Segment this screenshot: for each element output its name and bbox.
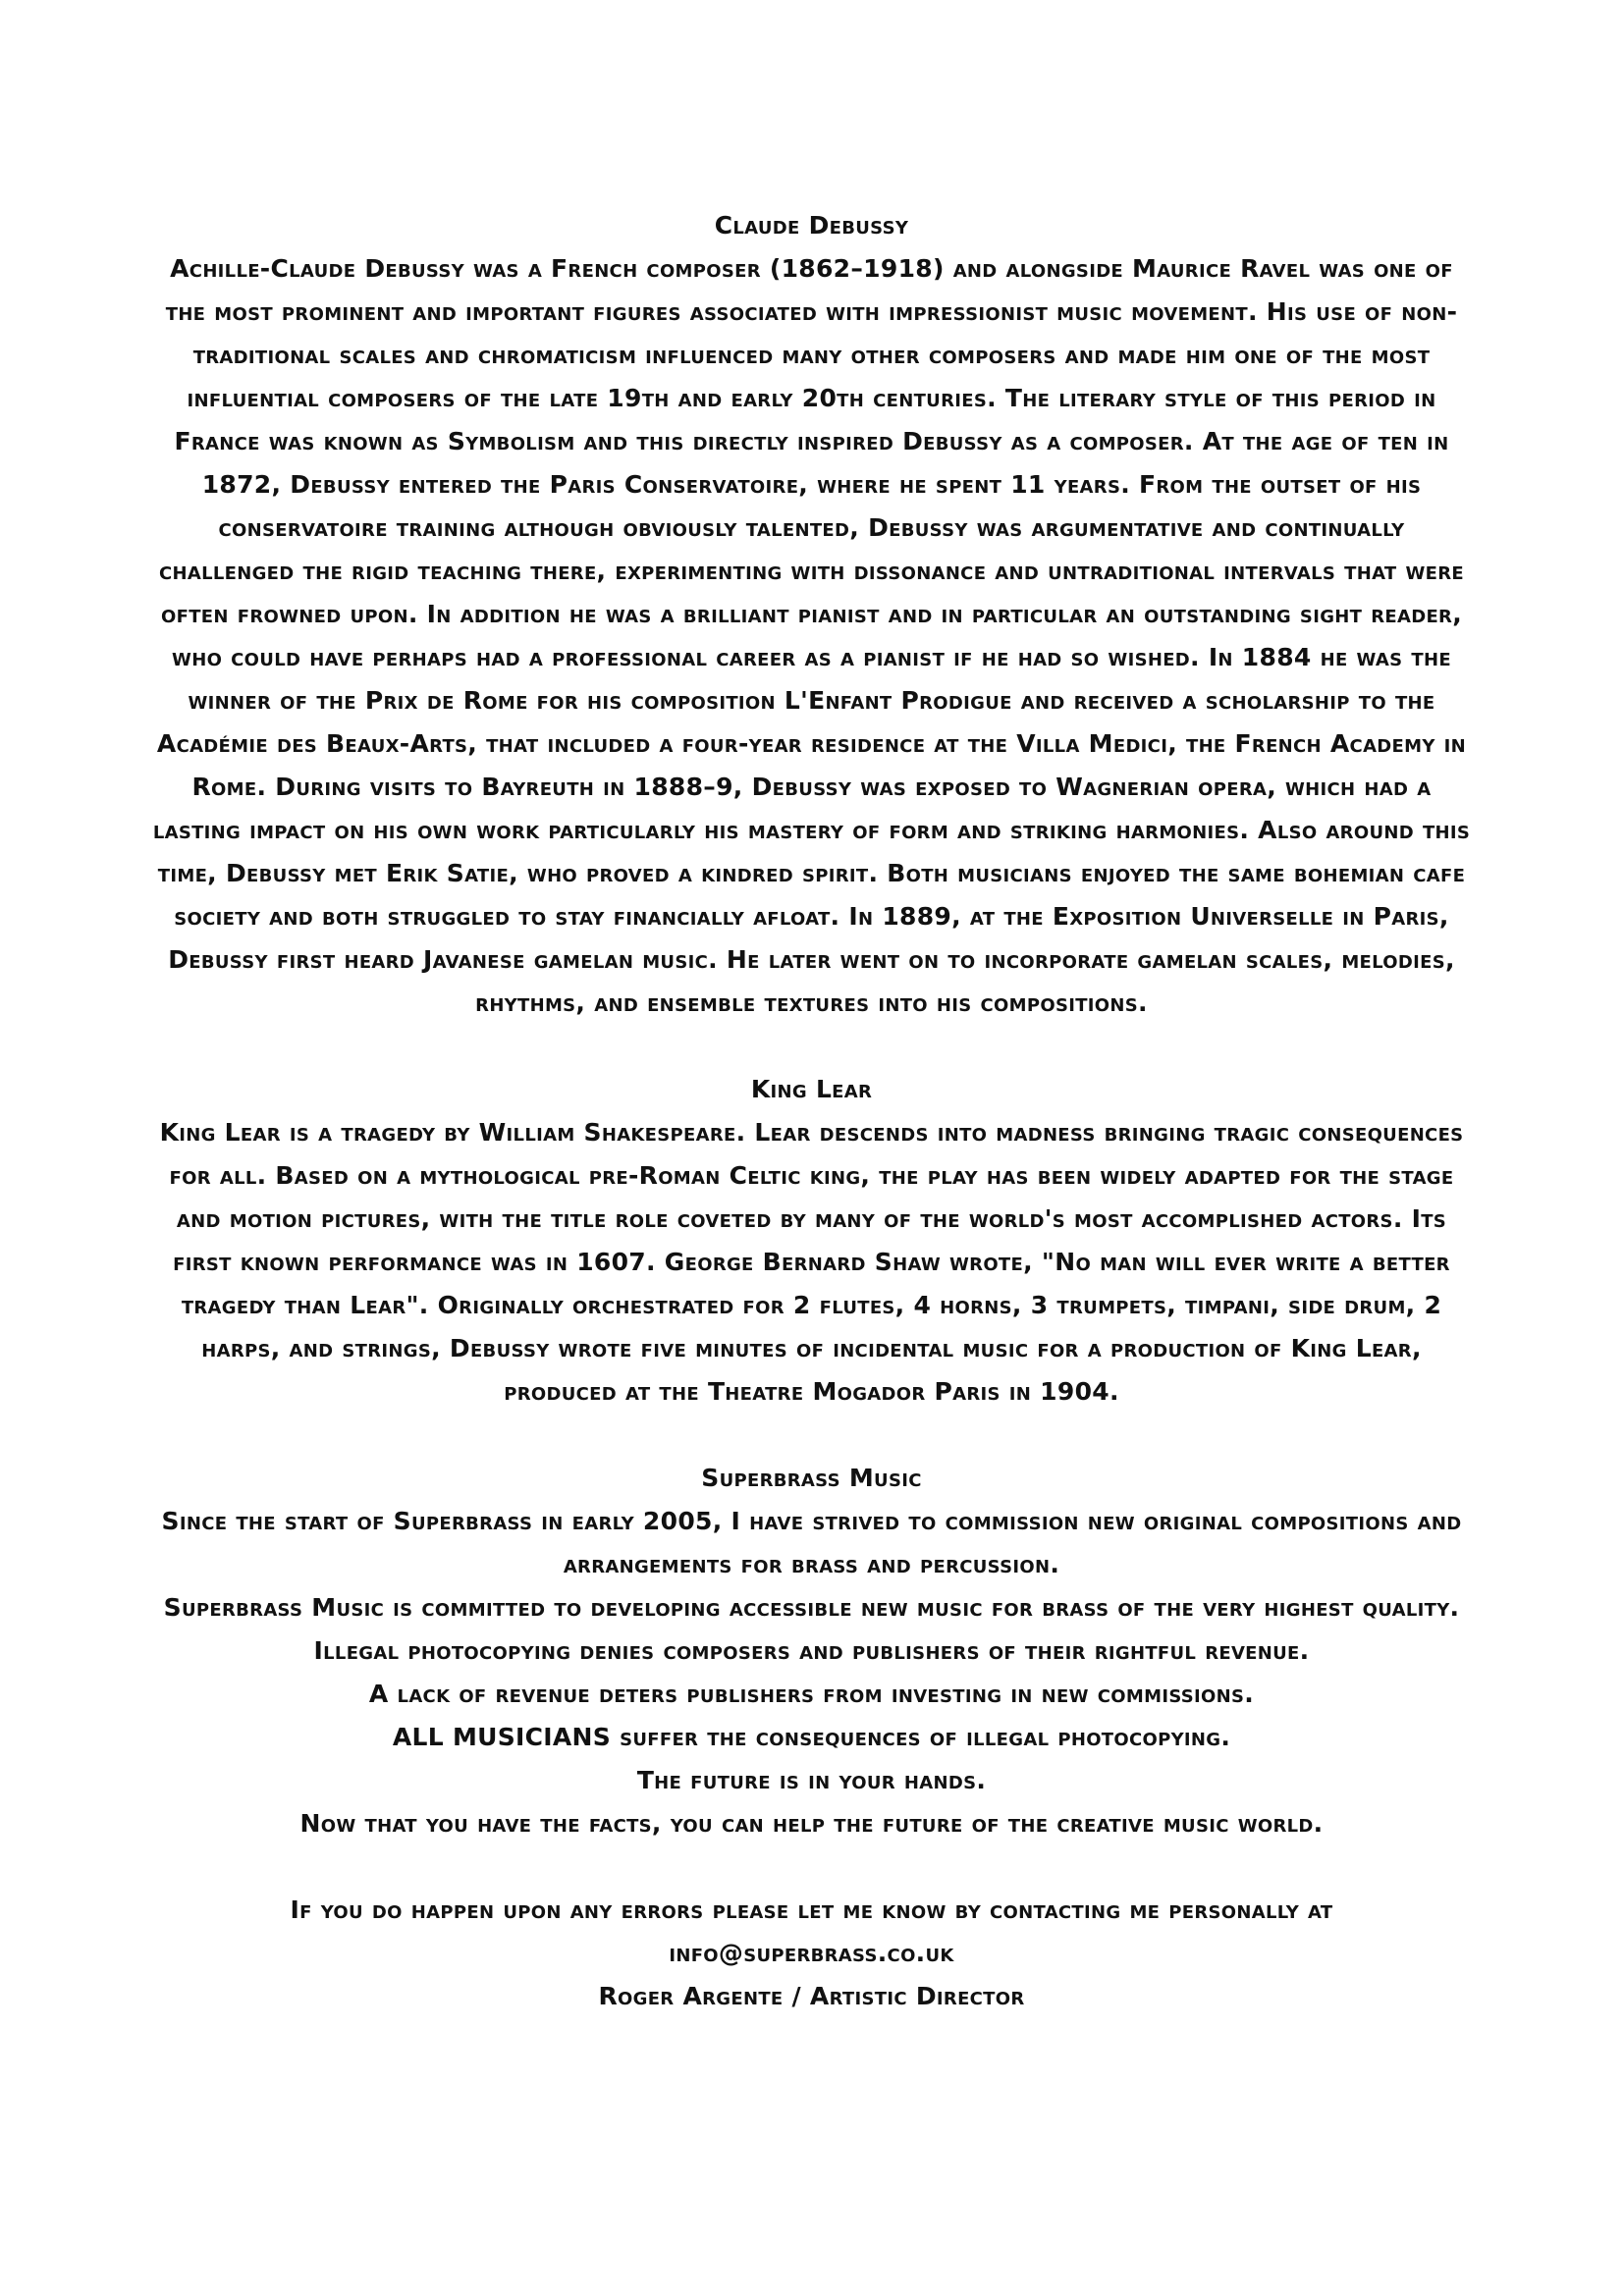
superbrass-line-future: The future is in your hands. [636, 1766, 987, 1794]
superbrass-line-facts: Now that you have the facts, you can help the future of the creative music world. [299, 1809, 1324, 1838]
all-musicians-rest: suffer the consequences of illegal photocopying. [611, 1723, 1231, 1751]
superbrass-line-illegal-photocopying: Illegal photocopying denies composers and publishers of their rightful revenue. [313, 1636, 1310, 1665]
section-title-superbrass-music: Superbrass Music [701, 1464, 922, 1492]
section-king-lear [147, 1068, 1476, 1414]
superbrass-line-commission: Since the start of Superbrass in early 2005, I have strived to commission new original compositions and arrangements for brass and percussion. [161, 1507, 1462, 1578]
section-superbrass-music [147, 1457, 1476, 1845]
superbrass-line-committed: Superbrass Music is committed to developing accessible new music for brass of the very highest quality. [163, 1593, 1460, 1622]
all-musicians-emphasis: ALL MUSICIANS [392, 1723, 612, 1751]
document-page [147, 204, 1476, 2018]
superbrass-line-lack-of-revenue: A lack of revenue deters publishers from investing in new commissions. [368, 1680, 1255, 1708]
section-title-king-lear: King Lear [750, 1075, 873, 1103]
paragraph-claude-debussy: Achille-Claude Debussy was a French composer (1862–1918) and alongside Maurice Ravel was one of the most prominent and important figures associated with impressionist music movement. His use of non-traditional scales and chromaticism influenced many other composers and made him one of the most influential composers of the late 19th and early 20th centuries. The literary style of this period in France was known as Symbolism and this directly inspired Debussy as a composer. At the age of ten in 1872, Debussy entered the Paris Conservatoire, where he spent 11 years. From the outset of his conservatoire training although obviously talented, Debussy was argumentative and continually challenged the rigid teaching there, experimenting with dissonance and untraditional intervals that were often frowned upon. In addition he was a brilliant pianist and in particular an outstanding sight reader, who could have perhaps had a professional career as a pianist if he had so wished. In 1884 he was the winner of the Prix de Rome for his composition L'Enfant Prodigue and received a scholarship to the Académie des Beaux-Arts, that included a four-year residence at the Villa Medici, the French Academy in Rome. During visits to Bayreuth in 1888–9, Debussy was exposed to Wagnerian opera, which had a lasting impact on his own work particularly his mastery of form and striking harmonies. Also around this time, Debussy met Erik Satie, who proved a kindred spirit. Both musicians enjoyed the same bohemian cafe society and both struggled to stay financially afloat. In 1889, at the Exposition Universelle in Paris, Debussy first heard Javanese gamelan music. He later went on to incorporate gamelan scales, melodies, rhythms, and ensemble textures into his compositions. [152, 254, 1471, 1017]
superbrass-line-all-musicians [147, 1716, 1476, 1759]
section-contact [147, 1889, 1476, 2018]
paragraph-king-lear: King Lear is a tragedy by William Shakespeare. Lear descends into madness bringing tragic consequences for all. Based on a mythological pre-Roman Celtic king, the play has been widely adapted for the stage and motion pictures, with the title role coveted by many of the world's most accomplished actors. Its first known performance was in 1607. George Bernard Shaw wrote, "No man will ever write a better tragedy than Lear". Originally orchestrated for 2 flutes, 4 horns, 3 trumpets, timpani, side drum, 2 harps, and strings, Debussy wrote five minutes of incidental music for a production of King Lear, produced at the Theatre Mogador Paris in 1904. [159, 1118, 1464, 1406]
contact-email: info@superbrass.co.uk [669, 1939, 954, 1967]
contact-errors-line: If you do happen upon any errors please let me know by contacting me personally at [290, 1896, 1333, 1924]
signature: Roger Argente / Artistic Director [598, 1982, 1025, 2010]
section-title-claude-debussy: Claude Debussy [714, 211, 909, 240]
section-claude-debussy [147, 204, 1476, 1025]
